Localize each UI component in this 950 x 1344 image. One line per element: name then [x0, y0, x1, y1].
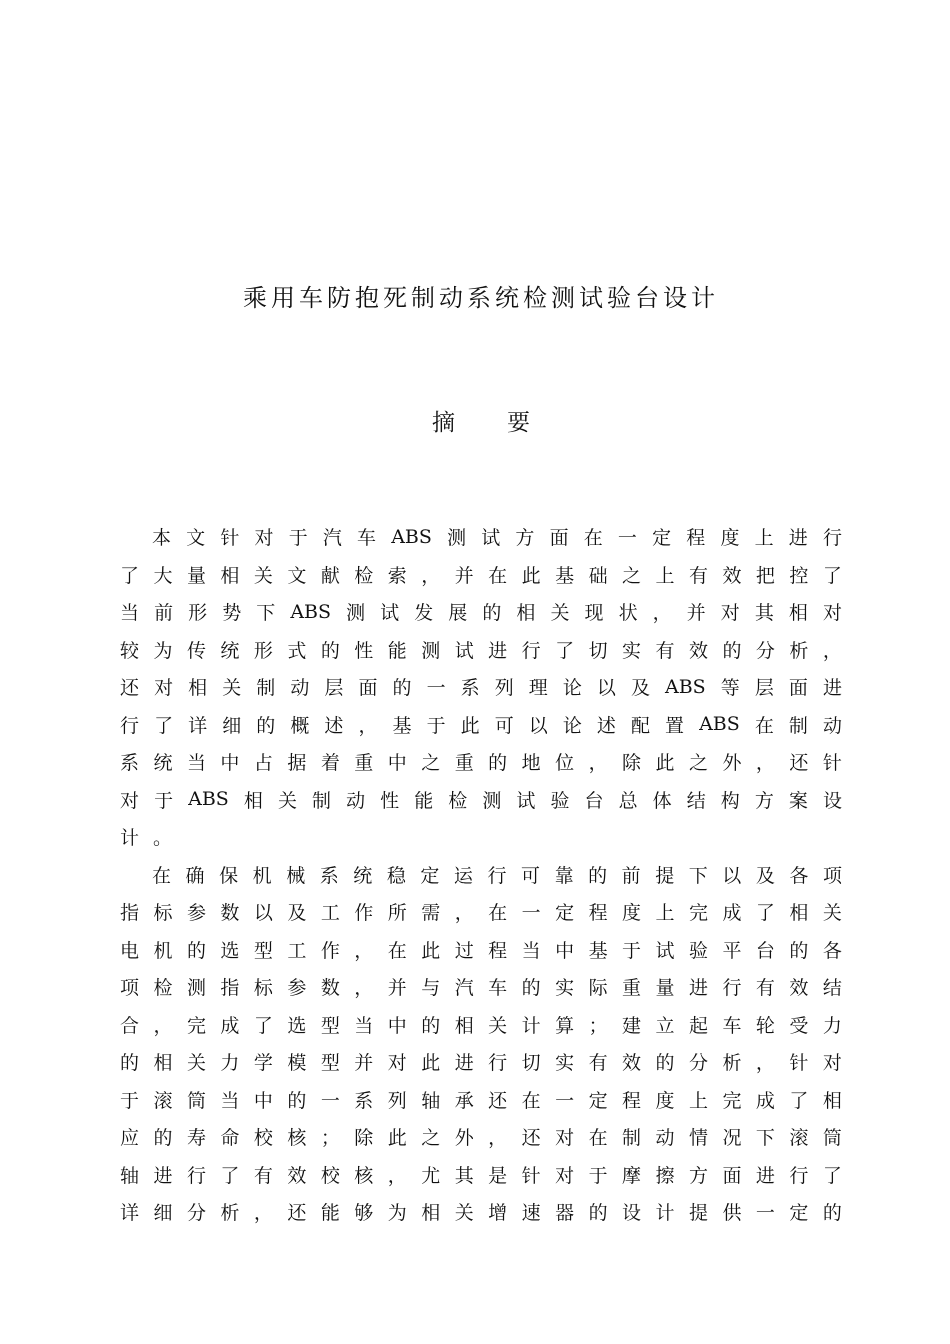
paragraph-1-line-9: 计 。 [120, 827, 173, 850]
paragraph-1-line-3: 当 前 形 势 下 ABS 测 试 发 展 的 相 关 现 状 ， 并 对 其 相 对 [120, 600, 842, 625]
paragraph-2-line-4: 项 检 测 指 标 参 数 ， 并 与 汽 车 的 实 际 重 量 进 行 有 效 结 [120, 977, 842, 1000]
paragraph-1-line-8: 对 于 ABS 相 关 制 动 性 能 检 测 试 验 台 总 体 结 构 方 案 设 [120, 788, 842, 812]
paragraph-2-line-9: 轴 进 行 了 有 效 校 核 ， 尤 其 是 针 对 于 摩 擦 方 面 进 行 了 [120, 1164, 842, 1187]
paragraph-2-line-6: 的 相 关 力 学 模 型 并 对 此 进 行 切 实 有 效 的 分 析 ， 针 对 [120, 1052, 842, 1075]
paragraph-2-line-7: 于 滚 筒 当 中 的 一 系 列 轴 承 还 在 一 定 程 度 上 完 成 了 相 [120, 1089, 842, 1112]
abstract-heading-char-2: 要 [507, 410, 530, 436]
paragraph-2-line-8: 应 的 寿 命 校 核 ； 除 此 之 外 ， 还 对 在 制 动 情 况 下 滚 筒 [120, 1127, 842, 1150]
paragraph-2-line-3: 电 机 的 选 型 工 作 ， 在 此 过 程 当 中 基 于 试 验 平 台 的 各 [120, 939, 842, 962]
paragraph-1-line-4: 较 为 传 统 形 式 的 性 能 测 试 进 行 了 切 实 有 效 的 分 析 ， [120, 639, 842, 662]
paragraph-1-line-5: 还 对 相 关 制 动 层 面 的 一 系 列 理 论 以 及 ABS 等 层 面 进 [120, 675, 842, 700]
paragraph-1-line-7: 系 统 当 中 占 据 着 重 中 之 重 的 地 位 ， 除 此 之 外 ， 还 针 [120, 752, 842, 775]
abstract-body [120, 518, 842, 1231]
paragraph-1-line-1: 本 文 针 对 于 汽 车 ABS 测 试 方 面 在 一 定 程 度 上 进 行 [152, 525, 842, 550]
paragraph-2-line-10: 详 细 分 析 ， 还 能 够 为 相 关 增 速 器 的 设 计 提 供 一 定 的 [120, 1202, 842, 1225]
paragraph-1-line-6: 行 了 详 细 的 概 述 ， 基 于 此 可 以 论 述 配 置 ABS 在 制 动 [120, 713, 842, 737]
document-title: 乘用车防抱死制动系统检测试验台设计 [243, 284, 719, 312]
paragraph-2-line-5: 合 ， 完 成 了 选 型 当 中 的 相 关 计 算 ； 建 立 起 车 轮 受 力 [120, 1014, 842, 1037]
paragraph-1-line-2: 了 大 量 相 关 文 献 检 索 ， 并 在 此 基 础 之 上 有 效 把 控 了 [120, 564, 842, 587]
paragraph-2-line-2: 指 标 参 数 以 及 工 作 所 需 ， 在 一 定 程 度 上 完 成 了 相 关 [120, 902, 842, 925]
paragraph-2-line-1: 在 确 保 机 械 系 统 稳 定 运 行 可 靠 的 前 提 下 以 及 各 项 [152, 864, 842, 887]
abstract-heading-char-1: 摘 [432, 410, 455, 436]
abstract-heading [120, 406, 842, 440]
